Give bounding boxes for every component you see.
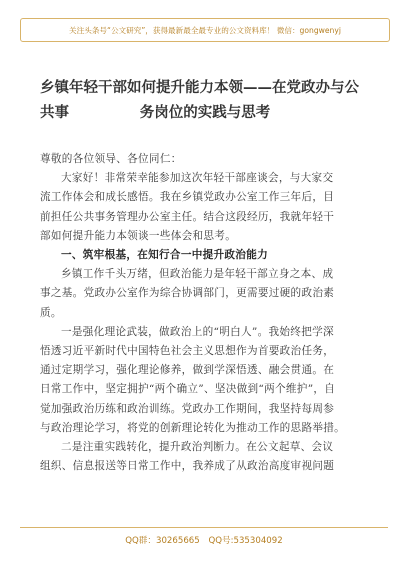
body-line: 事之基。党政办公室作为综合协调部门，更需要过硬的政治素: [40, 287, 335, 300]
footer-contact: [0, 534, 408, 546]
body-line: 质。: [40, 306, 62, 319]
body-line: 组织、信息报送等日常工作中，我养成了从政治高度审视问题: [40, 460, 335, 473]
body-line: 觉加强政治历练和政治训练。党政办工作期间，我坚持每周参: [40, 402, 335, 415]
header-notice-text: 关注头条号“公文研究”，获得最新最全最专业的公文资料库！ 微信：gongwenyj: [69, 25, 341, 35]
footer-qq-number: QQ号:535304092: [208, 536, 283, 546]
document-title-line-2: 务岗位的实践与思考: [139, 104, 271, 121]
body-line: 悟透习近平新时代中国特色社会主义思想作为首要政治任务，: [40, 345, 335, 357]
body-line: 部如何提升能力本领谈一些体会和思考。: [40, 229, 237, 242]
body-line: 与政治理论学习，将党的创新理论转化为推动工作的思路举措。: [40, 421, 346, 434]
body-line: 日常工作中，坚定拥护“两个确立”、坚决做到“两个维护”，自: [40, 383, 336, 396]
footer-qq-group: QQ群：30265665: [125, 536, 200, 546]
body-line: 一是强化理论武装，做政治上的“明白人”。我始终把学深: [61, 325, 334, 338]
section-heading: 一、筑牢根基，在知行合一中提升政治能力: [61, 249, 268, 261]
body-line: 通过定期学习，强化理论修养，做到学深悟透、融会贯通。在: [40, 364, 335, 377]
body-line: 乡镇工作千头万绪，但政治能力是年轻干部立身之本、成: [61, 268, 334, 281]
footer-divider: [20, 527, 388, 528]
document-title-line-1: 乡镇年轻干部如何提升能力本领——在党政办与公共事: [40, 79, 359, 121]
body-line: 流工作体会和成长感悟。我在乡镇党政办公室工作三年后，目: [40, 191, 335, 204]
body-line: 前担任公共事务管理办公室主任。结合这段经历，我就年轻干: [40, 210, 335, 223]
body-line: 二是注重实践转化，提升政治判断力。在公文起草、会议: [61, 441, 334, 453]
body-line: 大家好！非常荣幸能参加这次年轻干部座谈会，与大家交: [61, 172, 334, 185]
header-notice-banner: [20, 18, 390, 42]
body-line: 尊敬的各位领导、各位同仁：: [40, 153, 182, 165]
